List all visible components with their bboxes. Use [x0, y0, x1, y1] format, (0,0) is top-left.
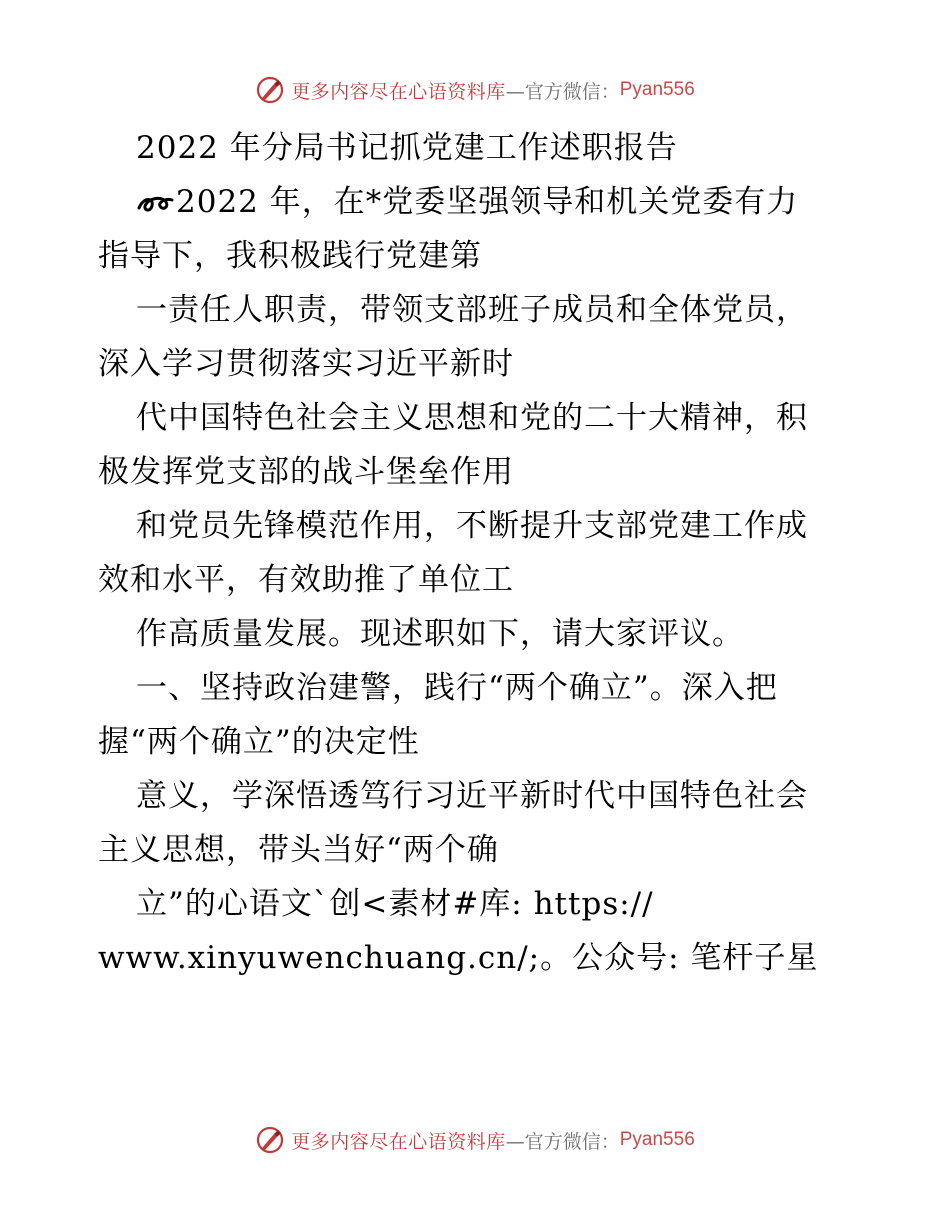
watermark-dash: —官方微信：: [505, 1130, 620, 1153]
paragraph-line: [98, 715, 858, 769]
paragraph-line: [98, 607, 858, 661]
line-text: 深入学习贯彻落实习近平新时: [98, 346, 514, 382]
line-text: 效和水平，有效助推了单位工: [98, 562, 514, 598]
paragraph-line: [98, 769, 858, 823]
line-text: 极发挥党支部的战斗堡垒作用: [98, 454, 514, 490]
line-text: 意义，学深悟透笃行习近平新时代中国特色社会: [136, 778, 808, 814]
paragraph-line: [98, 337, 858, 391]
line-text: 2022 年，在*党委坚强领导和机关党委有力: [176, 184, 799, 220]
paragraph-line: [98, 391, 858, 445]
watermark-text: 更多内容尽在心语资料库: [291, 1130, 506, 1153]
line-text: 一责任人职责，带领支部班子成员和全体党员，: [136, 292, 808, 328]
line-text: 主义思想，带头当好“两个确: [98, 832, 499, 868]
watermark-wechat-id: Pyan556: [619, 1129, 695, 1150]
document-title: [98, 121, 858, 175]
watermark-dash: —官方微信：: [505, 80, 620, 103]
header-watermark: [0, 70, 950, 110]
decorative-flourish-icon: [136, 186, 176, 216]
line-text: www.xinyuwenchuang.cn/;。公众号: 笔杆子星: [98, 940, 819, 976]
watermark-text: 更多内容尽在心语资料库: [291, 80, 506, 103]
line-text: 和党员先锋模范作用，不断提升支部党建工作成: [136, 508, 808, 544]
paragraph-line: [98, 823, 858, 877]
footer-watermark: [0, 1120, 950, 1160]
line-text: 握“两个确立”的决定性: [98, 724, 420, 760]
line-text: 一、坚持政治建警，践行“两个确立”。深入把: [136, 670, 778, 706]
line-text: 立”的心语文`创<素材#库: https://: [136, 886, 654, 922]
line-text: 代中国特色社会主义思想和党的二十大精神，积: [136, 400, 808, 436]
paragraph-line: [98, 445, 858, 499]
title-text: 2022 年分局书记抓党建工作述职报告: [136, 130, 678, 166]
watermark-wechat-id: Pyan556: [619, 79, 695, 100]
line-text: 指导下，我积极践行党建第: [98, 238, 482, 274]
paragraph-line: [98, 175, 858, 229]
paragraph-line: [98, 877, 858, 931]
paragraph-line: [98, 229, 858, 283]
paragraph-line: [98, 553, 858, 607]
pen-logo-icon: [255, 75, 285, 105]
paragraph-line: [98, 931, 858, 985]
line-text: 作高质量发展。现述职如下，请大家评议。: [136, 616, 744, 652]
pen-logo-icon: [255, 1125, 285, 1155]
paragraph-line: [98, 499, 858, 553]
document-body: [98, 121, 858, 985]
paragraph-line: [98, 283, 858, 337]
section-heading-line: [98, 661, 858, 715]
